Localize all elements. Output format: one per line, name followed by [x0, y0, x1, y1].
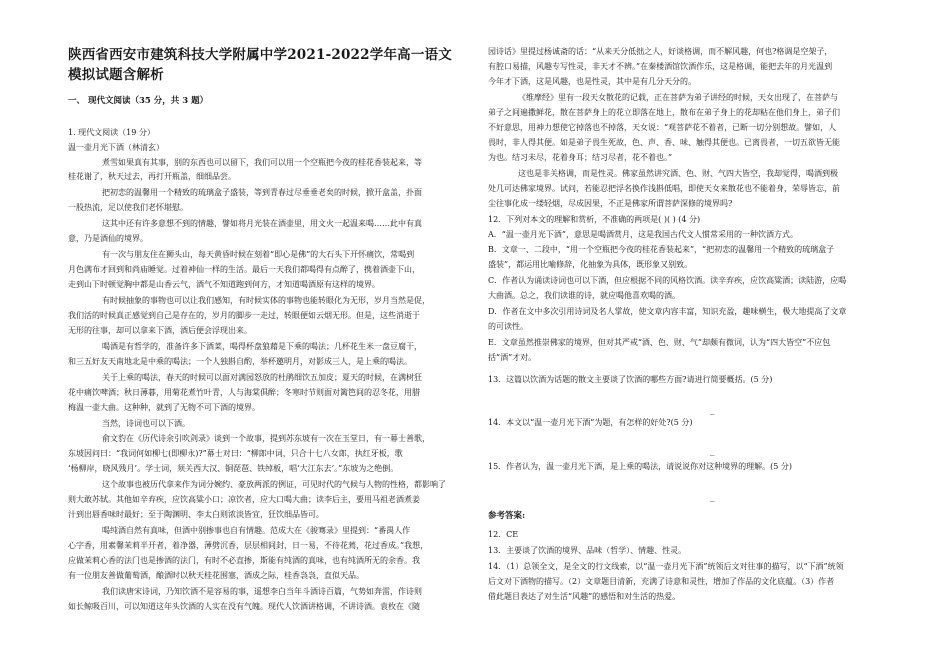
option-b-cont: 盛装”，都运用比喻修辞，化抽象为具体，既形象又别致。 [488, 260, 693, 269]
option-d-cont: 的可读性。 [488, 322, 528, 331]
paragraph-line: 梅温一壶大曲。这种种，就到了无物不可下酒的境界。 [68, 403, 260, 412]
paragraph-line: 我们活的时候真正感觉到自己是存在的，岁月的脚步一走过，转眼便如云烟无形。但是，这些消逝于 [68, 311, 420, 320]
paragraph-line: 尘往事化成一缕轻烟，尽成因果，不正是佛家所谓菩萨深修的境界吗? [488, 199, 733, 208]
answer-space-mark: _ [710, 492, 715, 502]
paragraph-line: 当然，诗词也可以下酒。 [102, 419, 190, 428]
paragraph-line: 有一次与朋友住在狮头山，每天黄昏时候在刻着“即心是佛”的大石头下开怀痛饮，常喝到 [102, 250, 415, 259]
paragraph-line: 关于上乘的喝法，春天的时候可以面对满园怒放的杜鹃细饮五加皮；夏天的时候，在满树狂 [102, 373, 422, 382]
paragraph-line: 则大敢苏轼。其他如辛弃疾，应饮高粱小口；凉饮者，应大口喝大曲；读李后主，要用马祖老酒煮姜 [68, 495, 420, 504]
question-13: 13．这篇以饮酒为话题的散文主要谈了饮酒的哪些方面?请进行简要概括。(5 分) [488, 375, 773, 384]
paragraph-line: ‘杨柳岸，晓风残月’。学士词，须关西大汉、铜琵琶、铁绰板，唱‘大江东去’。”东坡为之绝倒。 [68, 464, 399, 473]
paragraph-line: 把初恋的温馨用一个精致的琉璃盒子盛装，等到青春过尽垂垂老矣的时候，掀开盒盖，扑面 [102, 188, 422, 197]
paragraph-line: 心字香，用素馨茉莉半开者，着净器，薄劈沉香，层层相间封，日一易，不待花蔫，花过香成。”我想， [68, 541, 429, 550]
paragraph-line: 有一位朋友善做葡萄酒，酿酒时以秋天桂花围塞，酒成之际，桂香袅袅，直似天品。 [68, 571, 364, 580]
paragraph-line: 这也是非关格调，而是性灵。佛家虽然讲究酒、色、财、气四大皆空，我却觉得，喝酒到极 [518, 169, 838, 178]
paragraph-line: 这其中还有许多意想不到的情趣，譬如将月光装在酒壶里，用文火一起温来喝……此中有真 [102, 219, 422, 228]
paragraph-line: 畏时，非人得其便。如是弟子畏生死故，色、声、香、味、触得其便也。已离畏者，一切五欲皆无能 [488, 138, 840, 147]
paragraph-line: 今年才下酒，这是风趣，也是性灵，其中是有几分天分的。 [488, 77, 696, 86]
paragraph-line: 如长鲸吸百川，可以知道这年头饮酒的人实在没有气魄。现代人饮酒讲格调，不讲诗酒。袁枚在《随 [68, 602, 420, 611]
paragraph-line: 处几可达佛家境界。试问，若能忍把浮名换作浅斟低唱，即使天女来散花也不能着身，荣辱皆忘，前 [488, 184, 840, 193]
paragraph-line: 这个故事也被历代拿来作为词分婉约、豪放两派的例证，可见时代的气候与人物的性格，都影响了 [102, 480, 446, 489]
paragraph-line: 煮雪如果真有其事，别的东西也可以留下，我们可以用一个空瓶把今夜的桂花香装起来，等 [102, 158, 422, 167]
paragraph-line: 东坡因问曰：“我词何如柳七(即柳永)?”幕士对曰：“柳郎中词，只合十七八女郎，执红牙板，歌 [68, 449, 403, 458]
question-intro: 1. 现代文阅读（19 分） [68, 128, 155, 137]
paragraph-line: 和三五好友天南地北是中乘的喝法；一个人独斟自酌，举杯邀明月，对影成三人，是上乘的喝法。 [68, 357, 412, 366]
paragraph-line: 《维摩经》里有一段天女散花的记载，正在菩萨为弟子讲经的时候，天女出现了，在菩萨与 [518, 93, 838, 102]
paragraph-line: 无形的往事，却可以拿来下酒，酒后便会浮现出来。 [68, 326, 252, 335]
option-e-cont: 括“酒”才对。 [488, 353, 537, 362]
option-d: D．作者在文中多次引用诗词及名人掌故，使文章内容丰富，知识充盈，趣味横生，极大地提高了文章 [488, 307, 847, 316]
paragraph-line: 汁到出唇香味时最好；至于陶渊明、李太白则浓淡皆宜，狂饮细品皆可。 [68, 510, 324, 519]
paragraph-line: 喝纯酒自然有真味，但酒中别掺事也自有情趣。范成大在《骏骞录》里提到：“番禺人作 [102, 526, 411, 535]
question-14: 14．本文以“温一壶月光下酒”为题，有怎样的好处?(5 分) [488, 418, 693, 427]
answer-line: 14．（1）总领全文，是全文的行文线索，以“温一壶月光下酒”统领后文对往事的描写，以“下酒”统领 [488, 562, 844, 571]
answer-heading: 参考答案: [488, 511, 526, 521]
option-b: B．文章一、二段中，“用一个空瓶把今夜的桂花香装起来”，“把初恋的温馨用一个精致的琉璃盒子 [488, 245, 835, 254]
section-heading: 一、 现代文阅读（35 分，共 3 题） [68, 96, 209, 106]
paragraph-line: 有时候抽象的事物也可以让我们感知，有时候实体的事物也能转眼化为无形，岁月当然是促， [102, 296, 430, 305]
paragraph-line: 月色满布才回到和尚庙睡觉。过着神仙一样的生活。最后一天我们都喝得有点醉了，携着酒壶下山， [68, 265, 420, 274]
paragraph-line: 喝酒是有哲学的，准备许多下酒菜，喝得杯盘狼藉是下乘的喝法；几杯花生米一盘豆腐干， [102, 342, 422, 351]
answer-line: 后文对下酒物的描写。（2）文章题目清新，充满了诗意和灵性，增加了作品的文化底蕴。（3）作者 [488, 577, 835, 586]
option-c-cont: 大曲酒。总之，我们读谁的诗，就应喝他喜欢喝的酒。 [488, 291, 680, 300]
paragraph-line: 一股热流，足以使我们老怀堪慰。 [68, 203, 188, 212]
paragraph-line: 我们读唐宋诗词，乃知饮酒不是容易的事，遥想李白当年斗酒诗百篇，气势如奔雷，作诗则 [102, 587, 422, 596]
paragraph-line: 俞文豹在《历代诗余引吹剑录》谈到一个故事，提到苏东坡有一次在玉堂日，有一幕士善歌， [102, 434, 430, 443]
paper-title-line1: 陕西省西安市建筑科技大学附属中学2021-2022学年高一语文 [68, 47, 452, 63]
paragraph-line: 走到山下时顿觉胸中都是山香云气，酒气不知道跑到何方，才知道喝酒原有这样的境界。 [68, 280, 380, 289]
paragraph-line: 为也。结习未尽，花着身耳；结习尽者，花不着也。” [488, 153, 673, 162]
question-12: 12．下列对本文的理解和赏析，不准确的两项是( )( ) (4 分) [488, 215, 701, 224]
paragraph-line: 不好意思，用神力想使它掉落也不掉落，天女说：“观菩萨花不着者，已断一切分别想故。譬如，人 [488, 123, 837, 132]
paragraph-line: 花中痛饮啤酒；秋日薄暮，用菊花煮竹叶青，人与海棠俱醉；冬寒时节则面对篱笆间的忍冬花，用腊 [68, 388, 420, 397]
question-15: 15．作者认为，温一壶月光下酒，是上乘的喝法，请说说你对这种境界的理解。(5 分) [488, 462, 793, 471]
paragraph-line: 园诗话》里提过杨诚斋的话：“从来天分低拙之人，好谈格调，而不解风趣，何也?格调是空架子， [488, 47, 833, 56]
answer-13: 13．主要谈了饮酒的境界、品味（哲学）、情趣、性灵。 [488, 546, 687, 555]
paragraph-line: 有腔口易描，风趣专写性灵，非天才不辨。”在秦楼酒馆饮酒作乐，这是格调，能把去年的月光温到 [488, 62, 833, 71]
answer-12: 12．CE [488, 530, 519, 539]
paragraph-line: 桂花谢了，秋天过去，再打开瓶盖，细细品尝。 [68, 172, 236, 181]
answer-space-mark: _ [710, 446, 715, 456]
article-title: 温一壶月光下酒（林清玄） [68, 143, 164, 152]
paper-title-line2: 模拟试题含解析 [68, 67, 164, 83]
paragraph-line: 弟子之间遍撒鲜花，散在菩萨身上的花立即落在地上，散布在弟子身上的花却粘在他们身上，弟子们 [488, 108, 840, 117]
paragraph-line: 应做茉莉心香的法门也是掺酒的法门，有时不必直掺，斯能有纯酒的真味，也有纯酒所无的余香。我 [68, 556, 420, 565]
answer-line: 借此题目表达了对生活“风趣”的感悟和对生活的热爱。 [488, 592, 681, 601]
option-c: C．作者认为诵读诗词也可以下酒，但应根据不同的风格饮酒。读辛弃疾，应饮高粱酒；读陆游，应喝 [488, 276, 847, 285]
option-a: A．“温一壶月光下酒”，意思是喝酒赏月，这是我国古代文人惯常采用的一种饮酒方式。 [488, 230, 798, 239]
option-e: E．文章虽然推崇佛家的境界，但对其严戒“酒、色、财、气”却颇有微词，认为“四大皆空”不应包 [488, 338, 831, 347]
answer-space-mark: _ [710, 405, 715, 415]
paragraph-line: 意，乃是酒仙的境界。 [68, 234, 148, 243]
